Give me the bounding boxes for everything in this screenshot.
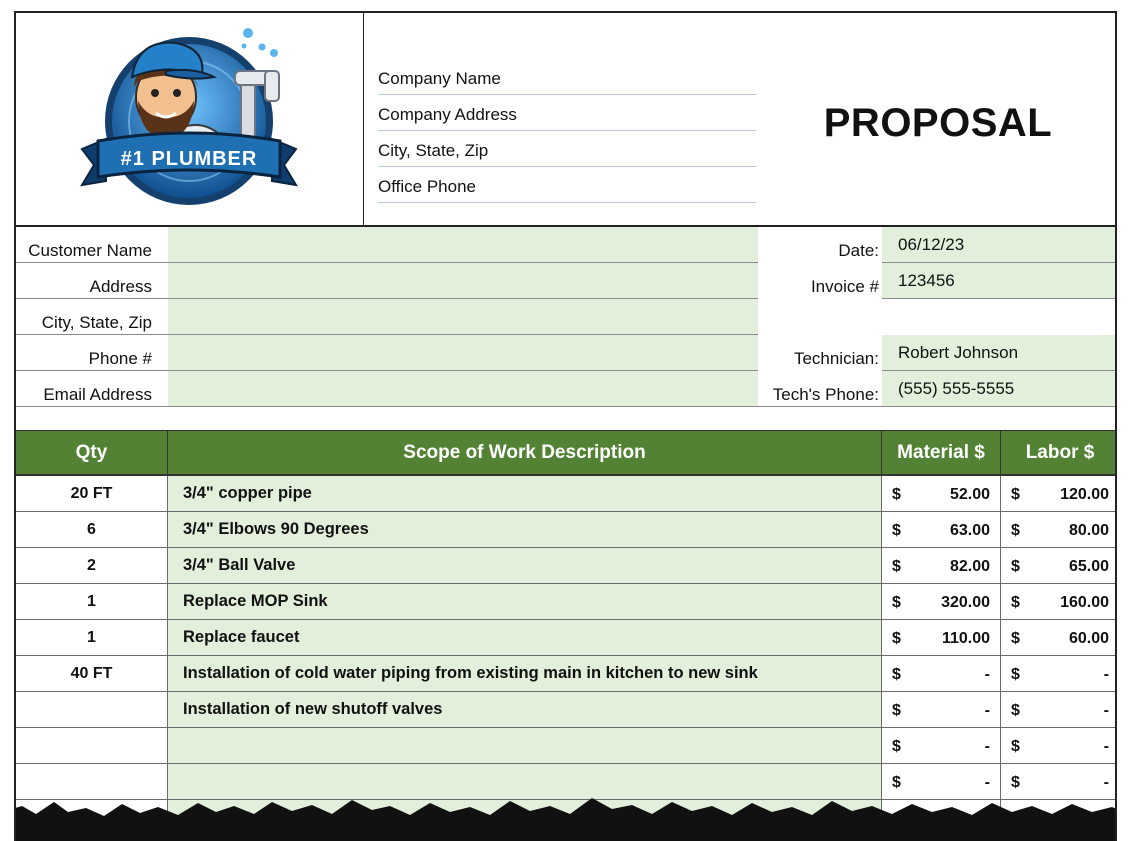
table-row [16, 728, 1117, 764]
labor-amount: 160.00 [1060, 594, 1109, 611]
tech-phone-field[interactable]: (555) 555-5555 [882, 371, 1117, 407]
company-name-label: Company Name [378, 59, 756, 95]
customer-name-label: Customer Name [28, 241, 152, 260]
currency-symbol: $ [1011, 738, 1020, 755]
plumber-logo [16, 13, 364, 226]
labor-cell[interactable] [1001, 620, 1117, 655]
description-cell[interactable]: 3/4" Ball Valve [168, 548, 882, 583]
material-header: Material $ [882, 431, 1001, 475]
currency-symbol: $ [892, 666, 901, 683]
qty-cell[interactable]: 2 [16, 548, 168, 583]
currency-symbol: $ [892, 522, 901, 539]
description-header: Scope of Work Description [168, 431, 882, 475]
customer-name-field[interactable] [168, 227, 758, 263]
customer-address-field[interactable] [168, 263, 758, 299]
currency-symbol: $ [1011, 666, 1020, 683]
table-row [16, 656, 1117, 692]
labor-cell[interactable] [1001, 512, 1117, 547]
table-row [16, 584, 1117, 620]
invoice-label: Invoice # [810, 277, 879, 296]
material-amount: 82.00 [949, 558, 990, 575]
material-amount: 63.00 [949, 522, 990, 539]
qty-cell[interactable]: 40 FT [16, 656, 168, 691]
material-amount: 110.00 [941, 630, 990, 647]
qty-cell[interactable]: 1 [16, 584, 168, 619]
currency-symbol: $ [1011, 594, 1020, 611]
material-amount: - [984, 774, 990, 791]
material-cell[interactable] [882, 584, 1001, 619]
office-phone-label: Office Phone [378, 167, 756, 203]
material-cell[interactable] [882, 476, 1001, 511]
table-row [16, 620, 1117, 656]
customer-city-label: City, State, Zip [41, 313, 152, 332]
currency-symbol: $ [892, 738, 901, 755]
description-cell[interactable] [168, 728, 882, 763]
qty-cell[interactable] [16, 692, 168, 727]
material-amount: 320.00 [941, 594, 990, 611]
logo-text: #1 PLUMBER [120, 148, 258, 170]
customer-address-label: Address [89, 277, 152, 296]
company-address-label: Company Address [378, 95, 756, 131]
labor-amount: 120.00 [1060, 486, 1109, 503]
technician-label: Technician: [793, 349, 879, 368]
currency-symbol: $ [1011, 486, 1020, 503]
page-title: PROPOSAL [823, 101, 1053, 145]
company-info [364, 13, 759, 226]
customer-phone-label: Phone # [88, 349, 152, 368]
labor-header: Labor $ [1025, 442, 1095, 463]
labor-amount: 80.00 [1068, 522, 1109, 539]
currency-symbol: $ [1011, 558, 1020, 575]
customer-city-field[interactable] [168, 299, 758, 335]
customer-phone-field[interactable] [168, 335, 758, 371]
currency-symbol: $ [892, 774, 901, 791]
torn-edge [14, 794, 1117, 841]
qty-cell[interactable] [16, 728, 168, 763]
proposal-sheet [14, 11, 1117, 841]
labor-amount: - [1103, 774, 1109, 791]
labor-amount: - [1103, 702, 1109, 719]
labor-cell[interactable] [1001, 476, 1117, 511]
table-row [16, 476, 1117, 512]
material-amount: - [984, 702, 990, 719]
material-cell[interactable] [882, 620, 1001, 655]
description-cell[interactable]: 3/4" Elbows 90 Degrees [168, 512, 882, 547]
tech-phone-label: Tech's Phone: [772, 385, 879, 404]
currency-symbol: $ [1011, 522, 1020, 539]
customer-email-label: Email Address [43, 385, 152, 404]
description-cell[interactable]: Installation of cold water piping from existing main in kitchen to new sink [168, 656, 882, 691]
table-row [16, 692, 1117, 728]
labor-amount: 60.00 [1068, 630, 1109, 647]
company-city-label: City, State, Zip [378, 131, 756, 167]
table-row [16, 548, 1117, 584]
labor-amount: 65.00 [1068, 558, 1109, 575]
currency-symbol: $ [892, 630, 901, 647]
description-cell[interactable]: Installation of new shutoff valves [168, 692, 882, 727]
labor-amount: - [1103, 738, 1109, 755]
labor-cell[interactable] [1001, 548, 1117, 583]
material-amount: - [984, 738, 990, 755]
date-label: Date: [838, 241, 879, 260]
currency-symbol: $ [892, 558, 901, 575]
logo-cell [16, 13, 364, 226]
material-amount: - [984, 666, 990, 683]
labor-amount: - [1103, 666, 1109, 683]
currency-symbol: $ [1011, 774, 1020, 791]
table-header [16, 430, 1117, 476]
currency-symbol: $ [1011, 702, 1020, 719]
material-amount: 52.00 [949, 486, 990, 503]
description-cell[interactable]: 3/4" copper pipe [168, 476, 882, 511]
currency-symbol: $ [892, 486, 901, 503]
technician-field[interactable]: Robert Johnson [882, 335, 1117, 371]
qty-cell[interactable]: 1 [16, 620, 168, 655]
labor-cell[interactable] [1001, 656, 1117, 691]
labor-cell[interactable] [1001, 584, 1117, 619]
description-cell[interactable]: Replace MOP Sink [168, 584, 882, 619]
material-cell[interactable] [882, 728, 1001, 763]
material-cell[interactable] [882, 692, 1001, 727]
customer-email-field[interactable] [168, 371, 758, 407]
labor-cell[interactable] [1001, 728, 1117, 763]
labor-cell[interactable] [1001, 692, 1117, 727]
qty-cell[interactable]: 6 [16, 512, 168, 547]
date-field[interactable]: 06/12/23 [882, 227, 1117, 263]
qty-header: Qty [16, 431, 168, 475]
currency-symbol: $ [892, 702, 901, 719]
invoice-field[interactable]: 123456 [882, 263, 1117, 299]
material-cell[interactable] [882, 512, 1001, 547]
currency-symbol: $ [892, 594, 901, 611]
material-cell[interactable] [882, 548, 1001, 583]
currency-symbol: $ [1011, 630, 1020, 647]
qty-cell[interactable]: 20 FT [16, 476, 168, 511]
description-cell[interactable]: Replace faucet [168, 620, 882, 655]
material-cell[interactable] [882, 656, 1001, 691]
table-row [16, 512, 1117, 548]
